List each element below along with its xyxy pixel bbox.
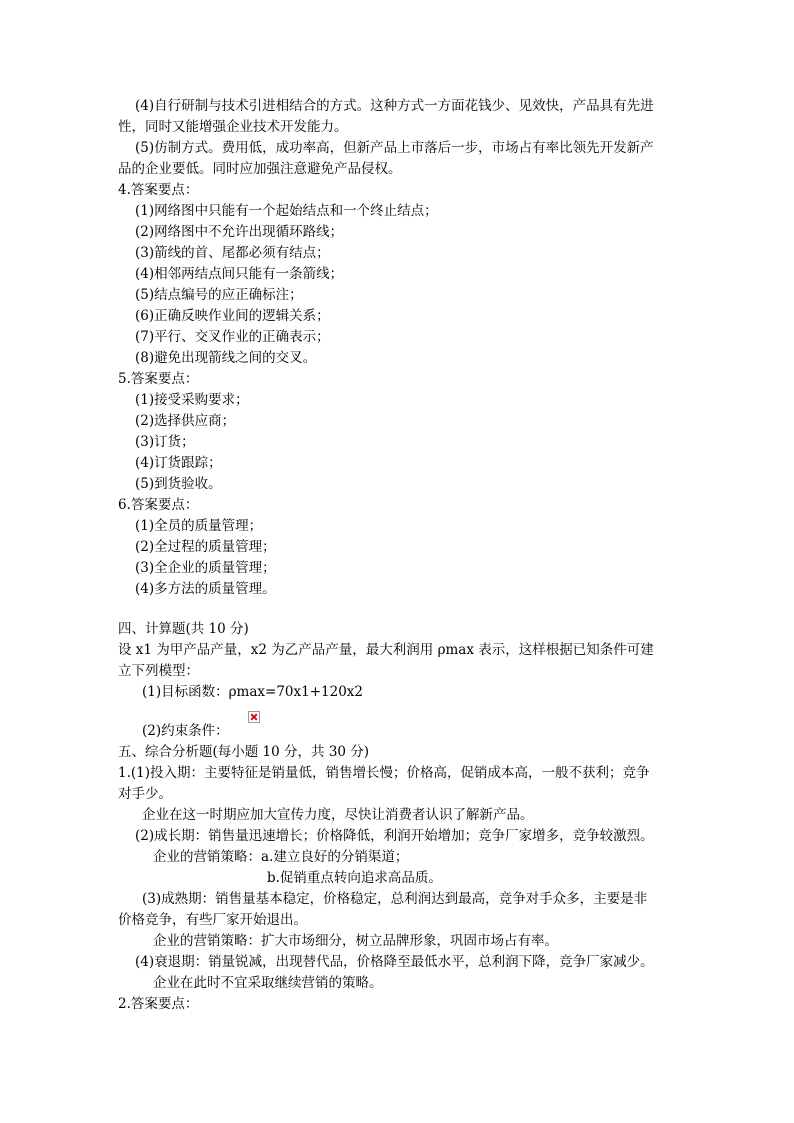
text-line: 设 x1 为甲产品产量，x2 为乙产品产量，最大利润用 ρmax 表示，这样根据已知条件可建 — [118, 642, 654, 658]
list-item: (5)到货验收。 — [135, 476, 222, 492]
list-item: (1)接受采购要求； — [135, 392, 249, 408]
list-item: (1)网络图中只能有一个起始结点和一个终止结点； — [135, 203, 438, 219]
section-heading: 4.答案要点： — [118, 182, 199, 198]
list-item: (8)避免出现箭线之间的交叉。 — [135, 350, 317, 366]
section-title: 五、综合分析题(每小题 10 分，共 30 分) — [118, 744, 370, 760]
list-item: (6)正确反映作业间的逻辑关系； — [135, 308, 330, 324]
list-item: (2)网络图中不允许出现循环路线； — [135, 224, 344, 240]
list-item: (2)选择供应商； — [135, 413, 236, 429]
section-heading: 5.答案要点： — [118, 371, 199, 387]
list-item: (3)箭线的首、尾都必须有结点； — [135, 245, 330, 261]
section-heading: 2.答案要点： — [118, 996, 199, 1012]
list-item: (4)订货跟踪； — [135, 455, 222, 471]
text-line: 企业的营销策略：扩大市场细分，树立品牌形象，巩固市场占有率。 — [153, 933, 558, 949]
broken-image-icon — [248, 711, 260, 723]
text-line: (4)自行研制与技术引进相结合的方式。这种方式一方面花钱少、见效快，产品具有先进 — [135, 98, 654, 114]
list-item: (5)结点编号的应正确标注； — [135, 287, 303, 303]
list-item: (3)全企业的质量管理； — [135, 560, 276, 576]
list-item: (4)多方法的质量管理。 — [135, 581, 276, 597]
text-line: 企业在此时不宜采取继续营销的策略。 — [153, 975, 383, 991]
text-line: 立下列模型： — [118, 663, 199, 679]
section-heading: 6.答案要点： — [118, 497, 199, 513]
list-item: (7)平行、交叉作业的正确表示； — [135, 329, 330, 345]
text-line: (2)成长期：销售量迅速增长；价格降低，利润开始增加；竞争厂家增多，竞争较激烈。 — [135, 828, 654, 844]
text-line: 价格竞争，有些厂家开始退出。 — [118, 912, 307, 928]
text-line: 对手少。 — [118, 786, 172, 802]
text-line: 性，同时又能增强企业技术开发能力。 — [118, 119, 348, 135]
list-item: (2)全过程的质量管理； — [135, 539, 276, 555]
list-item: (1)全员的质量管理； — [135, 518, 263, 534]
text-line: (4)衰退期：销量锐减，出现替代品，价格降至最低水平，总利润下降，竞争厂家减少。 — [135, 954, 654, 970]
text-line: 企业在这一时期应加大宣传力度，尽快让消费者认识了解新产品。 — [142, 807, 534, 823]
text-line: b.促销重点转向追求高品质。 — [267, 870, 442, 886]
list-item: (4)相邻两结点间只能有一条箭线； — [135, 266, 344, 282]
text-line: 企业的营销策略：a.建立良好的分销渠道； — [153, 849, 409, 865]
list-item: (3)订货； — [135, 434, 195, 450]
text-line: (5)仿制方式。费用低，成功率高，但新产品上市落后一步，市场占有率比领先开发新产 — [135, 140, 654, 156]
text-line: 品的企业要低。同时应加强注意避免产品侵权。 — [118, 161, 402, 177]
section-title: 四、计算题(共 10 分) — [118, 621, 249, 637]
text-line: 1.(1)投入期：主要特征是销量低，销售增长慢；价格高，促销成本高，一般不获利；竞争 — [118, 765, 650, 781]
formula-line: (1)目标函数：ρmax=70x1+120x2 — [142, 684, 363, 700]
text-line: (2)约束条件： — [142, 723, 229, 739]
text-line: (3)成熟期：销售量基本稳定，价格稳定，总利润达到最高，竞争对手众多，主要是非 — [142, 891, 648, 907]
